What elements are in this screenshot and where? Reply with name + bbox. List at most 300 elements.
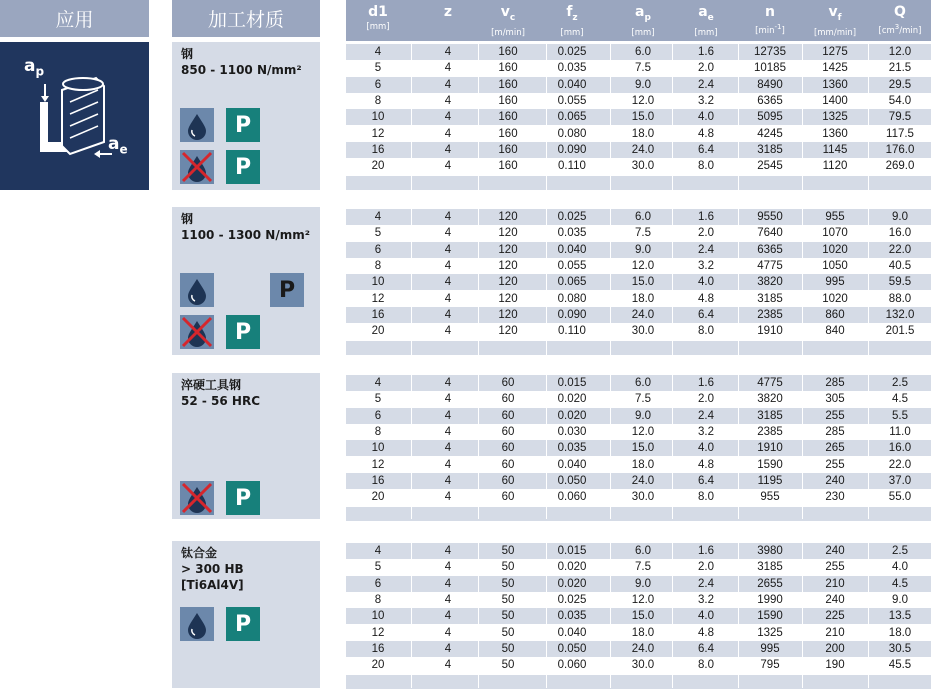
table-cell: 4 bbox=[444, 259, 452, 272]
column-separator bbox=[868, 42, 869, 190]
table-cell: 50 bbox=[501, 610, 515, 623]
table-cell: 9550 bbox=[757, 211, 783, 223]
table-cell: 955 bbox=[760, 491, 780, 504]
table-cell: 4 bbox=[444, 227, 452, 240]
table-cell: 4775 bbox=[757, 377, 783, 389]
table-cell: 240 bbox=[825, 474, 845, 487]
table-cell: 5 bbox=[374, 393, 382, 406]
table-cell: 160 bbox=[498, 94, 518, 107]
table-cell: 0.055 bbox=[557, 94, 587, 107]
material-panel-1 bbox=[172, 207, 320, 355]
column-separator bbox=[738, 207, 739, 355]
table-cell: 18.0 bbox=[631, 626, 655, 639]
table-cell: 0.090 bbox=[557, 143, 587, 156]
table-cell: 1590 bbox=[757, 610, 783, 623]
table-cell: 18.0 bbox=[631, 127, 655, 140]
table-cell: 4 bbox=[444, 593, 452, 606]
table-cell: 1020 bbox=[822, 243, 848, 256]
table-row bbox=[346, 209, 931, 225]
table-cell: 7.5 bbox=[635, 227, 651, 240]
table-cell: 12 bbox=[371, 458, 385, 471]
table-row bbox=[346, 592, 931, 608]
table-cell: 55.0 bbox=[888, 491, 912, 504]
table-cell: 160 bbox=[498, 62, 518, 75]
table-cell: 0.080 bbox=[557, 292, 587, 305]
table-cell: 2.4 bbox=[698, 577, 714, 590]
table-row bbox=[346, 142, 931, 158]
table-cell: 1360 bbox=[822, 127, 848, 140]
table-cell: 3.2 bbox=[698, 259, 714, 272]
table-cell: 60 bbox=[501, 425, 515, 438]
table-cell: 230 bbox=[825, 491, 845, 504]
column-header-5: $a_e$ [mm] bbox=[694, 4, 718, 38]
table-cell: 3.2 bbox=[698, 593, 714, 606]
table-cell: 6.0 bbox=[635, 545, 651, 557]
table-cell: 15.0 bbox=[631, 276, 655, 289]
table-row bbox=[346, 291, 931, 307]
table-cell: 18.0 bbox=[631, 458, 655, 471]
table-cell: 6.0 bbox=[635, 46, 651, 58]
table-cell: 0.060 bbox=[557, 659, 587, 672]
table-cell: 0.025 bbox=[557, 46, 587, 58]
table-cell: 11.0 bbox=[889, 425, 911, 438]
table-row bbox=[346, 375, 931, 391]
table-cell: 16 bbox=[371, 308, 385, 321]
table-cell: 117.5 bbox=[886, 127, 914, 140]
table-cell: 6.4 bbox=[698, 474, 714, 487]
column-header-4: $a_p$ [mm] bbox=[631, 4, 655, 38]
table-cell: 20 bbox=[371, 491, 385, 504]
table-cell: 2545 bbox=[757, 160, 783, 173]
table-cell: 30.0 bbox=[631, 325, 655, 338]
table-cell: 16 bbox=[371, 474, 385, 487]
table-cell: 0.035 bbox=[557, 62, 587, 75]
table-cell: 840 bbox=[825, 325, 845, 338]
column-separator bbox=[738, 373, 739, 519]
column-separator bbox=[802, 207, 803, 355]
table-cell: 995 bbox=[760, 642, 780, 655]
table-cell: 0.015 bbox=[557, 377, 587, 389]
table-cell: 210 bbox=[825, 577, 845, 590]
table-cell: 240 bbox=[825, 545, 845, 557]
table-cell: 79.5 bbox=[888, 111, 912, 124]
table-cell: 50 bbox=[501, 561, 515, 574]
table-cell: 5095 bbox=[757, 111, 783, 124]
table-cell: 2.0 bbox=[698, 62, 714, 75]
coolant-drop-icon bbox=[180, 607, 214, 641]
material-title: 钢 850 - 1100 N/mm² bbox=[181, 47, 302, 77]
table-row bbox=[346, 158, 931, 174]
table-cell: 50 bbox=[501, 545, 515, 557]
table-cell: 305 bbox=[825, 393, 845, 406]
column-separator bbox=[610, 42, 611, 190]
table-cell: 9.0 bbox=[892, 593, 908, 606]
table-cell: 7.5 bbox=[635, 62, 651, 75]
table-cell: 8.0 bbox=[698, 491, 714, 504]
table-cell: 60 bbox=[501, 458, 515, 471]
table-row bbox=[346, 77, 931, 93]
table-spacer-row bbox=[346, 675, 931, 689]
table-cell: 22.0 bbox=[888, 243, 912, 256]
table-cell: 0.025 bbox=[557, 211, 587, 223]
table-cell: 4 bbox=[444, 308, 452, 321]
dry-machining-icon bbox=[180, 315, 214, 349]
table-cell: 4 bbox=[444, 325, 452, 338]
table-row bbox=[346, 424, 931, 440]
table-cell: 4 bbox=[444, 276, 452, 289]
table-cell: 201.5 bbox=[885, 325, 915, 338]
table-cell: 160 bbox=[498, 127, 518, 140]
column-separator bbox=[802, 541, 803, 688]
table-row bbox=[346, 473, 931, 489]
table-cell: 10 bbox=[371, 276, 385, 289]
table-cell: 6.4 bbox=[698, 308, 714, 321]
table-cell: 16.0 bbox=[888, 442, 912, 455]
table-cell: 4.8 bbox=[698, 458, 714, 471]
table-cell: 285 bbox=[825, 425, 845, 438]
table-cell: 240 bbox=[825, 593, 845, 606]
table-cell: 4 bbox=[444, 545, 452, 557]
table-cell: 21.5 bbox=[888, 62, 912, 75]
table-cell: 160 bbox=[498, 160, 518, 173]
column-separator bbox=[411, 373, 412, 519]
column-separator bbox=[610, 373, 611, 519]
table-cell: 132.0 bbox=[885, 308, 915, 321]
column-separator bbox=[610, 541, 611, 688]
table-cell: 4.5 bbox=[892, 577, 908, 590]
table-cell: 10185 bbox=[754, 62, 786, 75]
table-cell: 4 bbox=[444, 94, 452, 107]
table-cell: 4 bbox=[444, 610, 452, 623]
table-cell: 20 bbox=[371, 659, 385, 672]
column-header-0: d1 [mm] bbox=[366, 4, 390, 32]
table-cell: 12735 bbox=[754, 46, 786, 58]
application-header bbox=[0, 0, 149, 37]
table-cell: 2385 bbox=[757, 308, 783, 321]
cutter-shape bbox=[62, 78, 104, 154]
table-cell: 0.035 bbox=[557, 610, 587, 623]
table-cell: 60 bbox=[501, 393, 515, 406]
table-row bbox=[346, 559, 931, 575]
table-cell: 1360 bbox=[822, 78, 848, 91]
table-cell: 4245 bbox=[757, 127, 783, 140]
table-cell: 4 bbox=[444, 425, 452, 438]
table-cell: 4.0 bbox=[698, 276, 714, 289]
table-cell: 4 bbox=[444, 409, 452, 422]
material-title: 钛合金 > 300 HB [Ti6Al4V] bbox=[181, 546, 244, 592]
table-cell: 6 bbox=[374, 243, 382, 256]
table-cell: 40.5 bbox=[888, 259, 912, 272]
table-cell: 0.020 bbox=[557, 409, 587, 422]
table-cell: 6365 bbox=[757, 243, 783, 256]
table-cell: 2.4 bbox=[698, 78, 714, 91]
application-diagram-panel bbox=[0, 42, 149, 190]
table-cell: 2.0 bbox=[698, 393, 714, 406]
table-cell: 0.110 bbox=[558, 160, 586, 173]
table-row bbox=[346, 625, 931, 641]
ae-label: $a_e$ bbox=[108, 134, 128, 157]
table-cell: 1325 bbox=[757, 626, 783, 639]
table-cell: 3185 bbox=[757, 561, 783, 574]
table-cell: 24.0 bbox=[631, 642, 655, 655]
table-cell: 1425 bbox=[822, 62, 848, 75]
table-cell: 5 bbox=[374, 62, 382, 75]
table-cell: 8 bbox=[374, 593, 382, 606]
table-cell: 6.0 bbox=[635, 211, 651, 223]
table-cell: 4 bbox=[444, 62, 452, 75]
table-cell: 18.0 bbox=[888, 626, 912, 639]
table-cell: 160 bbox=[498, 111, 518, 124]
column-separator bbox=[672, 207, 673, 355]
table-cell: 4 bbox=[444, 626, 452, 639]
table-cell: 4 bbox=[444, 111, 452, 124]
table-cell: 255 bbox=[825, 409, 845, 422]
table-cell: 3185 bbox=[757, 409, 783, 422]
table-cell: 16.0 bbox=[888, 227, 912, 240]
table-cell: 50 bbox=[501, 642, 515, 655]
table-cell: 30.0 bbox=[631, 659, 655, 672]
table-cell: 4.8 bbox=[698, 292, 714, 305]
table-cell: 60 bbox=[501, 377, 515, 389]
table-cell: 9.0 bbox=[635, 577, 651, 590]
table-row bbox=[346, 608, 931, 624]
table-cell: 4 bbox=[444, 474, 452, 487]
table-row bbox=[346, 242, 931, 258]
column-separator bbox=[546, 373, 547, 519]
column-separator bbox=[610, 207, 611, 355]
table-row bbox=[346, 489, 931, 505]
table-cell: 4 bbox=[444, 642, 452, 655]
table-cell: 6 bbox=[374, 577, 382, 590]
table-row bbox=[346, 323, 931, 339]
material-header bbox=[172, 0, 320, 37]
table-row bbox=[346, 109, 931, 125]
table-cell: 50 bbox=[501, 626, 515, 639]
table-cell: 4 bbox=[374, 545, 382, 557]
table-cell: 0.080 bbox=[557, 127, 587, 140]
table-cell: 4 bbox=[444, 243, 452, 256]
table-cell: 0.015 bbox=[557, 545, 587, 557]
table-cell: 4 bbox=[444, 659, 452, 672]
table-cell: 60 bbox=[501, 491, 515, 504]
table-cell: 210 bbox=[825, 626, 845, 639]
table-cell: 12.0 bbox=[631, 425, 655, 438]
table-cell: 1050 bbox=[822, 259, 848, 272]
table-cell: 5.5 bbox=[892, 409, 908, 422]
table-cell: 4.8 bbox=[698, 127, 714, 140]
table-cell: 2.5 bbox=[892, 377, 908, 389]
table-cell: 12.0 bbox=[888, 46, 912, 58]
table-cell: 4.0 bbox=[892, 561, 908, 574]
column-header-8: Q $[cm^3/\min]$ bbox=[878, 4, 922, 36]
table-cell: 0.090 bbox=[557, 308, 587, 321]
table-cell: 4.0 bbox=[698, 610, 714, 623]
column-separator bbox=[478, 373, 479, 519]
table-row bbox=[346, 44, 931, 60]
table-cell: 0.110 bbox=[558, 325, 586, 338]
coolant-drop-icon bbox=[180, 273, 214, 307]
material-p-icon: P bbox=[226, 150, 260, 184]
table-cell: 120 bbox=[498, 259, 518, 272]
column-separator bbox=[546, 207, 547, 355]
table-cell: 10 bbox=[371, 610, 385, 623]
table-cell: 269.0 bbox=[885, 160, 915, 173]
table-cell: 4 bbox=[374, 211, 382, 223]
table-cell: 37.0 bbox=[888, 474, 912, 487]
table-cell: 2.4 bbox=[698, 243, 714, 256]
table-cell: 3820 bbox=[757, 393, 783, 406]
table-cell: 0.065 bbox=[557, 111, 587, 124]
table-row bbox=[346, 258, 931, 274]
column-separator bbox=[868, 207, 869, 355]
column-separator bbox=[546, 541, 547, 688]
table-cell: 176.0 bbox=[885, 143, 915, 156]
table-cell: 0.035 bbox=[557, 442, 587, 455]
table-cell: 12.0 bbox=[631, 94, 655, 107]
table-row bbox=[346, 225, 931, 241]
table-cell: 1145 bbox=[822, 143, 848, 156]
table-cell: 160 bbox=[498, 46, 518, 58]
table-cell: 16 bbox=[371, 642, 385, 655]
table-row bbox=[346, 657, 931, 673]
table-cell: 1070 bbox=[822, 227, 848, 240]
table-cell: 1.6 bbox=[698, 545, 714, 557]
table-cell: 10 bbox=[371, 111, 385, 124]
column-separator bbox=[672, 541, 673, 688]
table-cell: 45.5 bbox=[888, 659, 912, 672]
column-header-2: $v_c$ [m/min] bbox=[491, 4, 525, 38]
table-cell: 12.0 bbox=[631, 593, 655, 606]
table-cell: 4 bbox=[444, 46, 452, 58]
table-cell: 6365 bbox=[757, 94, 783, 107]
table-cell: 1195 bbox=[757, 474, 783, 487]
material-p-icon: P bbox=[226, 315, 260, 349]
column-header-7: $v_f$ [mm/min] bbox=[813, 4, 857, 38]
table-cell: 12.0 bbox=[631, 259, 655, 272]
table-cell: 7.5 bbox=[635, 561, 651, 574]
material-title: 钢 1100 - 1300 N/mm² bbox=[181, 212, 310, 242]
table-cell: 0.020 bbox=[557, 393, 587, 406]
table-cell: 6 bbox=[374, 409, 382, 422]
column-separator bbox=[672, 42, 673, 190]
table-cell: 22.0 bbox=[888, 458, 912, 471]
table-row bbox=[346, 126, 931, 142]
column-header-band bbox=[346, 0, 931, 41]
table-cell: 120 bbox=[498, 292, 518, 305]
table-cell: 3820 bbox=[757, 276, 783, 289]
table-spacer-row bbox=[346, 176, 931, 190]
table-row bbox=[346, 60, 931, 76]
table-cell: 8.0 bbox=[698, 160, 714, 173]
table-cell: 50 bbox=[501, 659, 515, 672]
table-cell: 12 bbox=[371, 292, 385, 305]
table-cell: 4 bbox=[444, 458, 452, 471]
table-cell: 0.020 bbox=[557, 577, 587, 590]
table-cell: 18.0 bbox=[631, 292, 655, 305]
table-cell: 0.065 bbox=[557, 276, 587, 289]
table-cell: 3.2 bbox=[698, 94, 714, 107]
dry-machining-icon bbox=[180, 481, 214, 515]
coolant-drop-icon bbox=[180, 108, 214, 142]
table-cell: 1400 bbox=[822, 94, 848, 107]
table-cell: 59.5 bbox=[888, 276, 912, 289]
column-separator bbox=[478, 541, 479, 688]
table-cell: 88.0 bbox=[888, 292, 912, 305]
table-cell: 2.0 bbox=[698, 227, 714, 240]
column-separator bbox=[478, 42, 479, 190]
table-cell: 4 bbox=[444, 127, 452, 140]
table-cell: 1325 bbox=[822, 111, 848, 124]
material-p-icon: P bbox=[270, 273, 304, 307]
table-cell: 8 bbox=[374, 259, 382, 272]
table-cell: 0.040 bbox=[557, 78, 587, 91]
table-cell: 6.0 bbox=[635, 377, 651, 389]
table-row bbox=[346, 641, 931, 657]
table-cell: 955 bbox=[825, 211, 845, 223]
table-cell: 8 bbox=[374, 94, 382, 107]
table-cell: 4 bbox=[444, 143, 452, 156]
table-cell: 1.6 bbox=[698, 211, 714, 223]
table-cell: 10 bbox=[371, 442, 385, 455]
table-cell: 50 bbox=[501, 577, 515, 590]
table-cell: 12 bbox=[371, 626, 385, 639]
column-header-6: n $[\min^{-1}]$ bbox=[755, 4, 785, 36]
material-panel-2 bbox=[172, 373, 320, 519]
table-cell: 225 bbox=[825, 610, 845, 623]
table-cell: 4775 bbox=[757, 259, 783, 272]
table-cell: 2.4 bbox=[698, 409, 714, 422]
table-cell: 190 bbox=[825, 659, 845, 672]
table-cell: 0.050 bbox=[557, 642, 587, 655]
table-cell: 4 bbox=[444, 577, 452, 590]
table-cell: 4 bbox=[444, 78, 452, 91]
table-cell: 8.0 bbox=[698, 325, 714, 338]
material-panel-0 bbox=[172, 42, 320, 190]
table-cell: 8490 bbox=[757, 78, 783, 91]
table-cell: 4 bbox=[444, 292, 452, 305]
table-cell: 795 bbox=[760, 659, 780, 672]
table-cell: 3185 bbox=[757, 292, 783, 305]
column-separator bbox=[868, 541, 869, 688]
table-cell: 24.0 bbox=[631, 308, 655, 321]
table-cell: 4 bbox=[374, 46, 382, 58]
table-row bbox=[346, 274, 931, 290]
material-p-icon: P bbox=[226, 607, 260, 641]
table-cell: 1020 bbox=[822, 292, 848, 305]
column-separator bbox=[478, 207, 479, 355]
material-header-label: 加工材质 bbox=[207, 9, 284, 31]
table-cell: 4.0 bbox=[698, 111, 714, 124]
table-cell: 0.025 bbox=[557, 593, 587, 606]
column-header-1: z bbox=[443, 4, 453, 20]
table-cell: 29.5 bbox=[888, 78, 912, 91]
table-cell: 120 bbox=[498, 243, 518, 256]
table-cell: 4.5 bbox=[892, 393, 908, 406]
table-row bbox=[346, 391, 931, 407]
column-separator bbox=[802, 373, 803, 519]
table-cell: 24.0 bbox=[631, 143, 655, 156]
table-cell: 8.0 bbox=[698, 659, 714, 672]
table-cell: 4 bbox=[444, 211, 452, 223]
table-cell: 255 bbox=[825, 561, 845, 574]
column-separator bbox=[738, 42, 739, 190]
table-spacer-row bbox=[346, 341, 931, 355]
table-cell: 60 bbox=[501, 409, 515, 422]
table-cell: 5 bbox=[374, 561, 382, 574]
table-cell: 4 bbox=[444, 561, 452, 574]
table-cell: 0.050 bbox=[557, 474, 587, 487]
table-cell: 24.0 bbox=[631, 474, 655, 487]
